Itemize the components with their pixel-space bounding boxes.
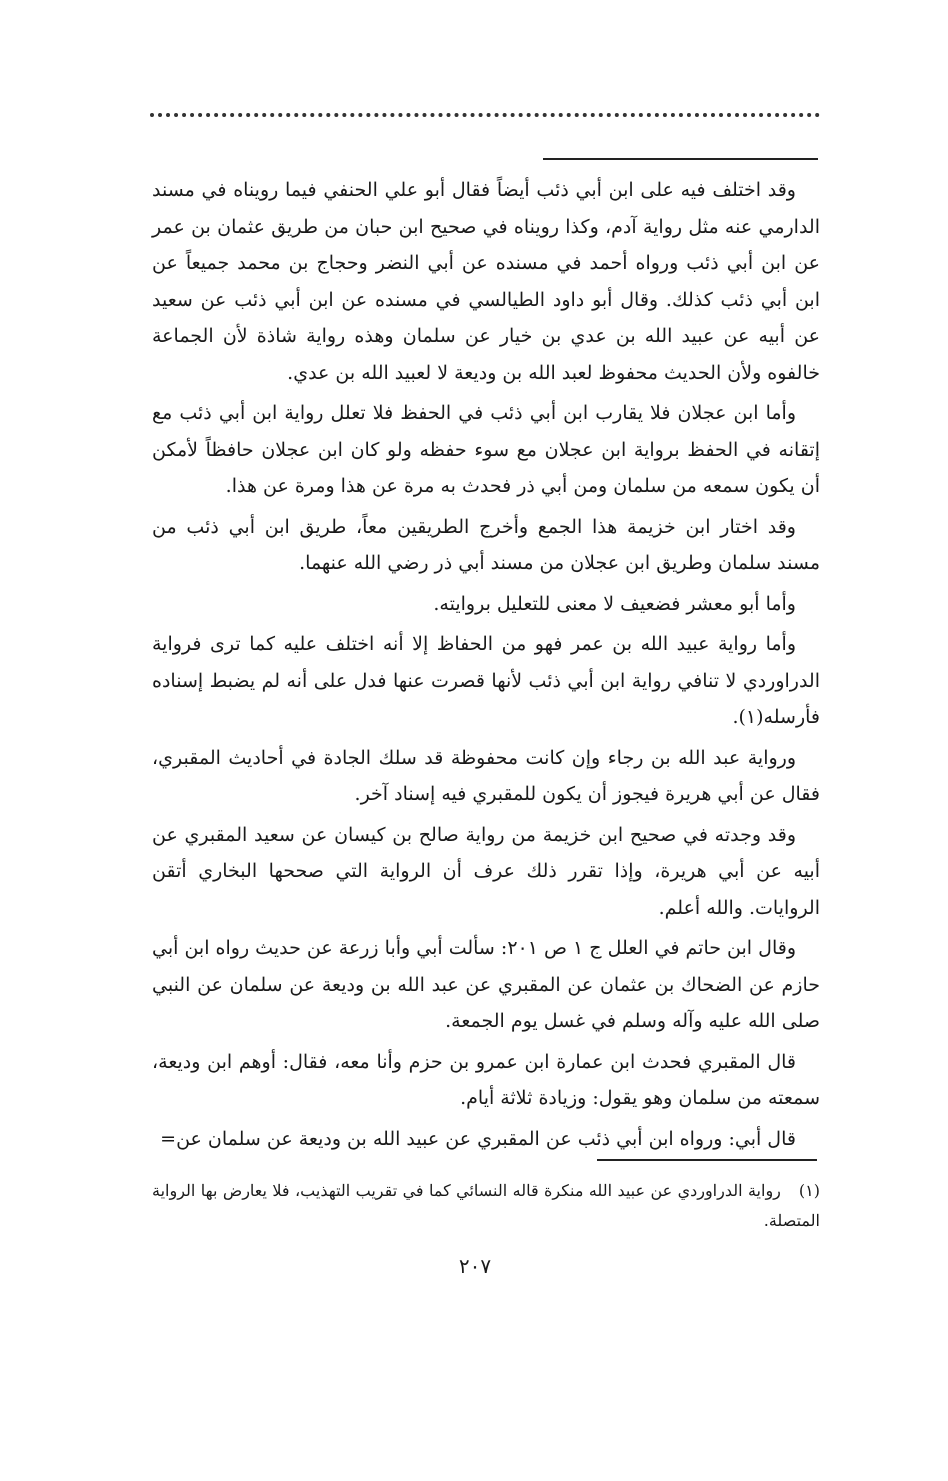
header-underline	[543, 158, 818, 160]
footnote-text: رواية الدراوردي عن عبيد الله منكرة قاله النسائي كما في تقريب التهذيب، فلا يعارض بها الرواية المتصلة.	[152, 1181, 820, 1230]
paragraph-8: وقال ابن حاتم في العلل ج ١ ص ٢٠١: سألت أبي وأبا زرعة عن حديث رواه ابن أبي حازم عن الضحاك بن عثمان عن المقبري عن عبد الله بن وديعة عن سلمان عن النبي صلى الله عليه وآله وسلم في غسل يوم الجمعة.	[152, 937, 820, 1032]
paragraph-1: وقد اختلف فيه على ابن أبي ذئب أيضاً فقال أبو علي الحنفي فيما رويناه في مسند الدارمي عنه مثل رواية آدم، وكذا رويناه في صحيح ابن حبان من طريق عثمان بن عمر عن ابن أبي ذئب ورواه أحمد في مسنده عن أبي النضر وحجاج بن محمد جميعاً عن ابن أبي ذئب كذلك. وقال أبو داود الطيالسي في مسنده عن ابن أبي ذئب عن سعيد عن أبيه عن عبيد الله بن عدي بن خيار عن سلمان وهذه رواية شاذة لأن الجماعة خالفوه ولأن الحديث محفوظ لعبد الله بن وديعة لا لعبيد الله بن عدي.	[152, 179, 820, 384]
paragraph-5: وأما رواية عبيد الله بن عمر فهو من الحفاظ إلا أنه اختلف عليه كما ترى فرواية الدراوردي لا تنافي رواية ابن أبي ذئب لأنها قصرت عنها فدل على أنه لم يضبط إسناده فأرسله(١).	[152, 633, 820, 728]
page-number: ٢٠٧	[458, 1254, 492, 1278]
paragraph-3: وقد اختار ابن خزيمة هذا الجمع وأخرج الطريقين معاً، طريق ابن أبي ذئب من مسند سلمان وطريق ابن عجلان من مسند أبي ذر رضي الله عنهما.	[152, 515, 820, 574]
dotted-header-rule	[150, 113, 820, 117]
main-text	[152, 172, 820, 1161]
paragraph-9: قال المقبري فحدث ابن عمارة ابن عمرو بن حزم وأنا معه، فقال: أوهم ابن وديعة، سمعته من سلمان وهو يقول: وزيادة ثلاثة أيام.	[152, 1050, 820, 1109]
footnote	[152, 1176, 820, 1236]
paragraph-7: وقد وجدته في صحيح ابن خزيمة من رواية صالح بن كيسان عن سعيد المقبري عن أبيه عن أبي هريرة، وإذا تقرر ذلك عرف أن الرواية التي صححها البخاري أتقن الروايات. والله أعلم.	[152, 823, 820, 919]
paragraph-6: ورواية عبد الله بن رجاء وإن كانت محفوظة قد سلك الجادة في أحاديث المقبري، فقال عن أبي هريرة فيجوز أن يكون للمقبري فيه إسناد آخر.	[152, 746, 820, 805]
paragraph-10: قال أبي: ورواه ابن أبي ذئب عن المقبري عن عبيد الله بن وديعة عن سلمان عن=	[160, 1127, 796, 1150]
footnote-number: (١)	[798, 1181, 820, 1200]
footnote-separator	[597, 1159, 817, 1161]
paragraph-4: وأما أبو معشر فضعيف لا معنى للتعليل بروايته.	[433, 592, 796, 615]
paragraph-2: وأما ابن عجلان فلا يقارب ابن أبي ذئب في الحفظ فلا تعلل رواية ابن أبي ذئب مع إتقانه في الحفظ برواية ابن عجلان مع سوء حفظه ولو كان ابن عجلان حافظاً لأمكن أن يكون سمعه من سلمان ومن أبي ذر فحدث به مرة عن هذا ومرة عن هذا.	[152, 402, 820, 497]
